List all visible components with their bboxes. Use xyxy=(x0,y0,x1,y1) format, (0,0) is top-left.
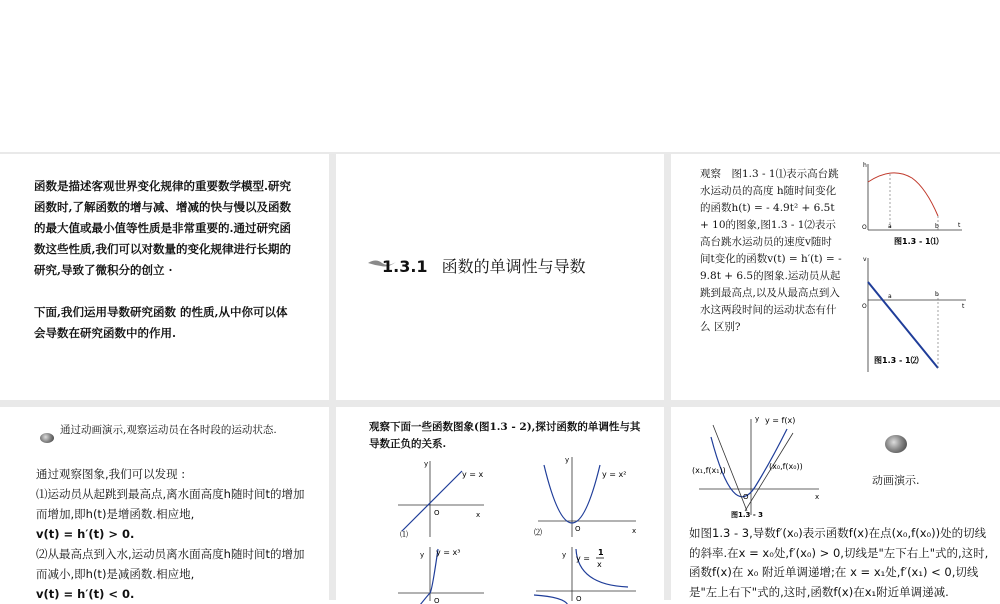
fig2-caption: 图1.3 - 1⑵ xyxy=(874,356,919,365)
svg-text:O: O xyxy=(434,597,440,604)
graph4-label-y: y = xyxy=(576,554,590,563)
svg-text:x: x xyxy=(632,527,637,535)
graph-reciprocal xyxy=(532,541,642,601)
slide-graphs[interactable] xyxy=(336,407,664,604)
label-b-2: b xyxy=(935,291,939,298)
svg-text:O: O xyxy=(434,509,440,517)
fn-label: y = f(x) xyxy=(765,416,796,425)
origin-2: O xyxy=(862,303,867,310)
slide-tangent[interactable] xyxy=(671,407,1000,600)
svg-text:y: y xyxy=(755,415,760,423)
graph-square xyxy=(532,451,642,541)
animation-icon[interactable] xyxy=(885,435,907,453)
animation-note: 通过动画演示,观察运动员在各时段的运动状态. xyxy=(60,424,277,436)
graph3-label: y = x³ xyxy=(436,548,461,557)
svg-text:y: y xyxy=(424,460,429,468)
slide-findings[interactable] xyxy=(0,407,329,600)
graph1-label: y = x xyxy=(462,470,484,479)
axis-v: v xyxy=(863,256,867,263)
velocity-graph xyxy=(854,250,969,374)
finding-1: ⑴运动员从起跳到最高点,离水面高度h随时间t的增加而增加,即h(t)是增函数.相应地, xyxy=(36,487,305,521)
finding-1-result: v(t) = h′(t) > 0. xyxy=(36,527,135,541)
fig3-caption: 图1.3 - 3 xyxy=(731,511,764,519)
section-heading: 函数的单调性与导数 xyxy=(441,257,586,276)
slide-title[interactable] xyxy=(336,154,664,400)
point-x0: (x₀,f(x₀)) xyxy=(769,462,803,471)
label-a: a xyxy=(888,223,892,230)
svg-text:x: x xyxy=(815,493,820,501)
graphs-prompt: 观察下面一些函数图象(图1.3 - 2),探讨函数的单调性与其导数正负的关系. xyxy=(369,421,641,450)
label-a-2: a xyxy=(888,293,892,300)
axis-t: t xyxy=(958,222,961,229)
graph-cube xyxy=(392,541,492,604)
intro-paragraph: 函数是描述客观世界变化规律的重要数学模型.研究函数时,了解函数的增与减、增减的快与慢以及函数的最大值或最小值等性质是非常重要的.通过研究函数这些性质,我们可以对数量的变化规律进行长期的研究,导致了微积分的创立 · xyxy=(34,179,292,277)
label-b: b xyxy=(935,223,939,230)
svg-text:⑴: ⑴ xyxy=(400,530,408,539)
fig1-caption: 图1.3 - 1⑴ xyxy=(894,237,939,246)
tangent-graph xyxy=(689,411,829,521)
section-number: 1.3.1 xyxy=(382,257,428,276)
axis-h: h xyxy=(863,162,867,169)
observe-text: 观察 图1.3 - 1⑴表示高台跳水运动员的高度 h随时间变化的函数h(t) = - 4.9t² + 6.5t + 10的图象,图1.3 - 1⑵表示高台跳水运动员的速度v随时间t变化的函数v(t) = h′(t) = - 9.8t + 6.5的图象.运动员从起跳到最高点,以及从最高点到入水这两段时间的运动状态有什么 区别? xyxy=(700,168,842,333)
intro-paragraph-2: 下面,我们运用导数研究函数 的性质,从中你可以体会导数在研究函数中的作用. xyxy=(34,305,288,340)
tangent-text: 如图1.3 - 3,导数f′(x₀)表示函数f(x)在点(x₀,f(x₀))处的切线的斜率.在x = x₀处,f′(x₀) > 0,切线是"左下右上"式的,这时,函数f(x)在 x₀ 附近单调递增;在 x = x₁处,f′(x₁) < 0,切线是"左上右下"式的,这时,函数f(x)在x₁附近单调递减. xyxy=(689,526,989,599)
graph-linear xyxy=(392,455,492,539)
slide-observe[interactable] xyxy=(671,154,1000,400)
svg-text:y: y xyxy=(420,551,425,559)
slide-grid xyxy=(0,152,1000,604)
findings-intro: 通过观察图象,我们可以发现 : xyxy=(36,467,186,481)
svg-text:1: 1 xyxy=(598,548,604,557)
graph2-label: y = x² xyxy=(602,470,627,479)
svg-text:O: O xyxy=(575,525,581,533)
svg-text:⑵: ⑵ xyxy=(534,528,542,537)
svg-text:x: x xyxy=(597,560,602,569)
svg-text:y: y xyxy=(562,551,567,559)
findings-text xyxy=(36,464,306,604)
svg-text:y: y xyxy=(565,456,570,464)
bullet-icon xyxy=(40,433,54,443)
animation-link[interactable]: 动画演示. xyxy=(872,474,920,487)
height-graph xyxy=(854,158,969,248)
slide-intro[interactable] xyxy=(0,154,329,400)
axis-t-2: t xyxy=(962,303,965,310)
point-x1: (x₁,f(x₁)) xyxy=(692,466,726,475)
finding-2-result: v(t) = h′(t) < 0. xyxy=(36,587,135,601)
svg-text:O: O xyxy=(576,595,582,603)
origin: O xyxy=(862,224,867,231)
section-title xyxy=(382,254,586,277)
svg-text:O: O xyxy=(743,493,749,501)
svg-text:x: x xyxy=(476,511,481,519)
finding-2: ⑵从最高点到入水,运动员离水面高度h随时间t的增加而减小,即h(t)是减函数.相应地, xyxy=(36,547,305,581)
